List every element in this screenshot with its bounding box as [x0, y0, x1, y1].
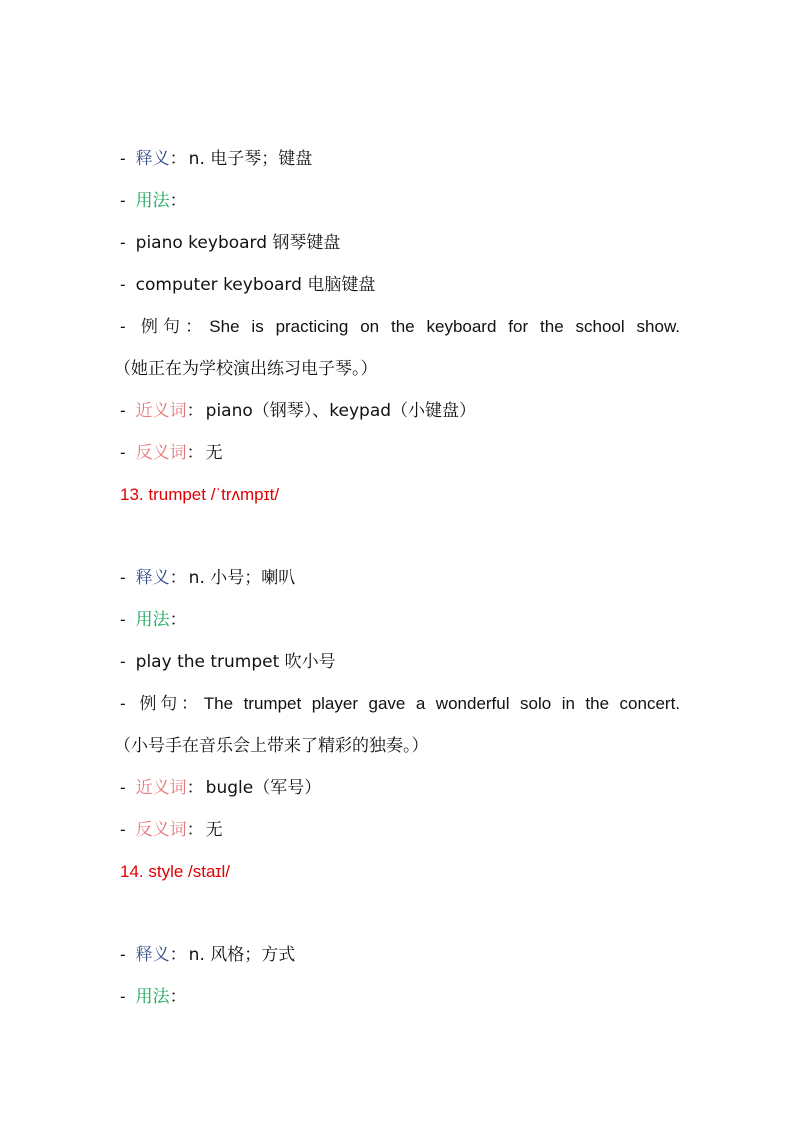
definition-label: 释义 — [135, 945, 170, 965]
bullet-dash: - — [120, 233, 126, 252]
bullet-dash: - — [120, 568, 126, 587]
trumpet-synonyms-line — [120, 774, 680, 802]
style-usage-line — [120, 983, 680, 1011]
word-heading: 13. trumpet /ˈtrʌmpɪt/ — [120, 485, 280, 504]
example-english: She is practicing on the keyboard for the school show. — [209, 317, 681, 336]
trumpet-usage-item-1 — [120, 648, 680, 676]
antonyms-label: 反义词 — [135, 820, 187, 840]
usage-label: 用法 — [135, 191, 170, 211]
keyboard-usage-line — [120, 187, 680, 215]
example-english: The trumpet player gave a wonderful solo in the concert. — [203, 694, 681, 713]
keyboard-synonyms-line — [120, 397, 680, 425]
bullet-dash: - — [120, 191, 126, 210]
synonyms-value: piano（钢琴）、keypad（小键盘） — [205, 401, 477, 421]
bullet-dash: - — [120, 945, 126, 964]
keyboard-example-line — [120, 313, 680, 341]
bullet-dash: - — [120, 610, 126, 629]
bullet-dash: - — [120, 317, 126, 336]
bullet-dash: - — [120, 275, 126, 294]
colon: ： — [169, 568, 187, 588]
colon: ： — [186, 401, 204, 421]
word-heading: 14. style /staɪl/ — [120, 862, 230, 881]
keyboard-antonyms-line — [120, 439, 680, 467]
definition-value: n. 电子琴；键盘 — [188, 149, 313, 169]
trumpet-example-line — [120, 690, 680, 718]
example-label: 例句 — [135, 694, 181, 714]
style-definition-line — [120, 941, 680, 969]
trumpet-example-translation — [114, 732, 674, 760]
colon: ： — [186, 443, 204, 463]
synonyms-label: 近义词 — [135, 401, 187, 421]
keyboard-usage-item-2 — [120, 271, 680, 299]
usage-item: play the trumpet 吹小号 — [135, 652, 336, 672]
definition-value: n. 风格；方式 — [188, 945, 296, 965]
synonyms-label: 近义词 — [135, 778, 187, 798]
usage-label: 用法 — [135, 987, 170, 1007]
bullet-dash: - — [120, 987, 126, 1006]
bullet-dash: - — [120, 652, 126, 671]
bullet-dash: - — [120, 149, 126, 168]
colon: ： — [169, 945, 187, 965]
colon: ： — [169, 149, 187, 169]
antonyms-label: 反义词 — [135, 443, 187, 463]
bullet-dash: - — [120, 401, 126, 420]
bullet-dash: - — [120, 694, 126, 713]
trumpet-definition-line — [120, 564, 680, 592]
bullet-dash: - — [120, 778, 126, 797]
keyboard-definition-line — [120, 145, 680, 173]
usage-item: computer keyboard 电脑键盘 — [135, 275, 376, 295]
usage-item: piano keyboard 钢琴键盘 — [135, 233, 341, 253]
trumpet-heading — [120, 481, 680, 509]
example-chinese: （她正在为学校演出练习电子琴。） — [114, 359, 378, 379]
colon: ： — [181, 694, 202, 714]
colon: ： — [186, 778, 204, 798]
keyboard-example-translation — [114, 355, 674, 383]
definition-label: 释义 — [135, 149, 170, 169]
example-label: 例句 — [135, 317, 186, 337]
bullet-dash: - — [120, 443, 126, 462]
definition-label: 释义 — [135, 568, 170, 588]
synonyms-value: bugle（军号） — [205, 778, 322, 798]
colon: ： — [169, 987, 187, 1007]
example-chinese: （小号手在音乐会上带来了精彩的独奏。） — [114, 736, 429, 756]
definition-value: n. 小号；喇叭 — [188, 568, 296, 588]
colon: ： — [169, 191, 187, 211]
antonyms-value: 无 — [205, 820, 223, 840]
colon: ： — [169, 610, 187, 630]
trumpet-antonyms-line — [120, 816, 680, 844]
keyboard-usage-item-1 — [120, 229, 680, 257]
trumpet-usage-line — [120, 606, 680, 634]
bullet-dash: - — [120, 820, 126, 839]
usage-label: 用法 — [135, 610, 170, 630]
colon: ： — [186, 820, 204, 840]
style-heading — [120, 858, 680, 886]
colon: ： — [185, 317, 208, 337]
antonyms-value: 无 — [205, 443, 223, 463]
